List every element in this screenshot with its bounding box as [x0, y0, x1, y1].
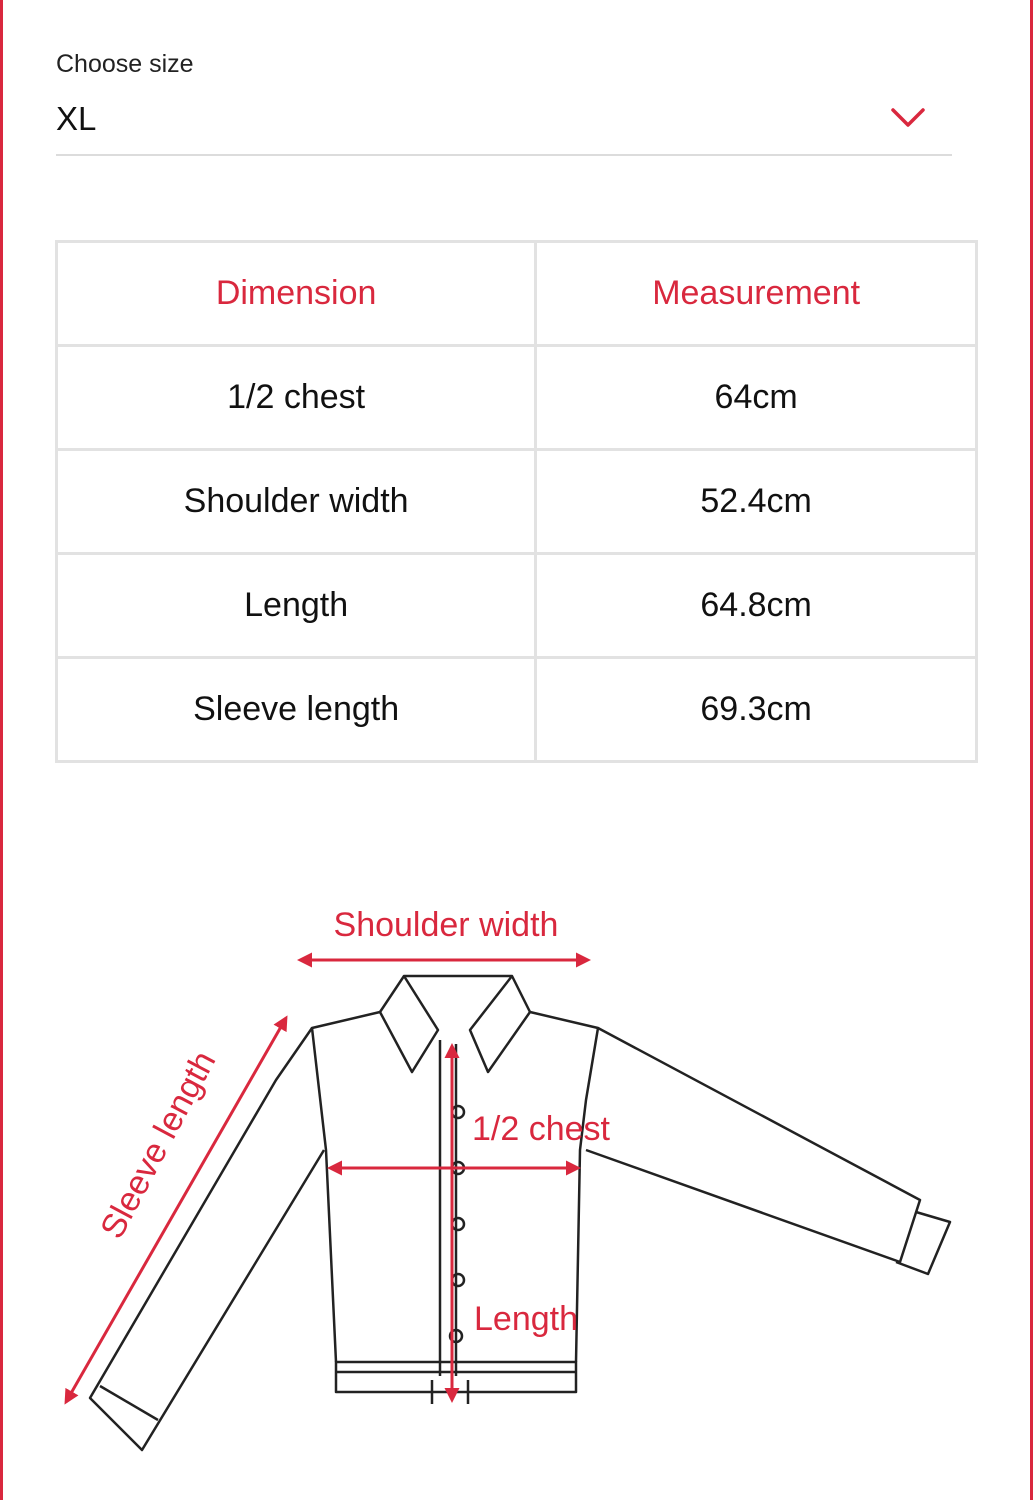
size-dropdown[interactable]	[56, 92, 952, 156]
jacket-outline-icon	[90, 976, 950, 1450]
row-dimension: 1/2 chest	[57, 346, 536, 450]
row-dimension: Length	[57, 554, 536, 658]
jacket-diagram-svg	[40, 880, 980, 1480]
table-header-row	[57, 242, 977, 346]
row-measurement: 69.3cm	[536, 658, 977, 762]
frame-border-left	[0, 0, 3, 1500]
table-row	[57, 346, 977, 450]
row-dimension: Shoulder width	[57, 450, 536, 554]
row-measurement: 64cm	[536, 346, 977, 450]
shoulder-width-label: Shoulder width	[333, 906, 559, 944]
size-chart-table	[55, 240, 978, 763]
row-measurement: 64.8cm	[536, 554, 977, 658]
jacket-measurement-diagram	[40, 880, 980, 1480]
row-dimension: Sleeve length	[57, 658, 536, 762]
table-row	[57, 658, 977, 762]
table-row	[57, 450, 977, 554]
half-chest-label: 1/2 chest	[472, 1110, 610, 1148]
sleeve-length-label: Sleeve length	[93, 1044, 224, 1245]
length-label: Length	[474, 1300, 578, 1338]
chevron-down-icon[interactable]	[890, 106, 926, 130]
header-dimension: Dimension	[57, 242, 536, 346]
size-selected-value: XL	[56, 100, 97, 137]
header-measurement: Measurement	[536, 242, 977, 346]
row-measurement: 52.4cm	[536, 450, 977, 554]
size-selector-label: Choose size	[56, 50, 194, 78]
table-row	[57, 554, 977, 658]
